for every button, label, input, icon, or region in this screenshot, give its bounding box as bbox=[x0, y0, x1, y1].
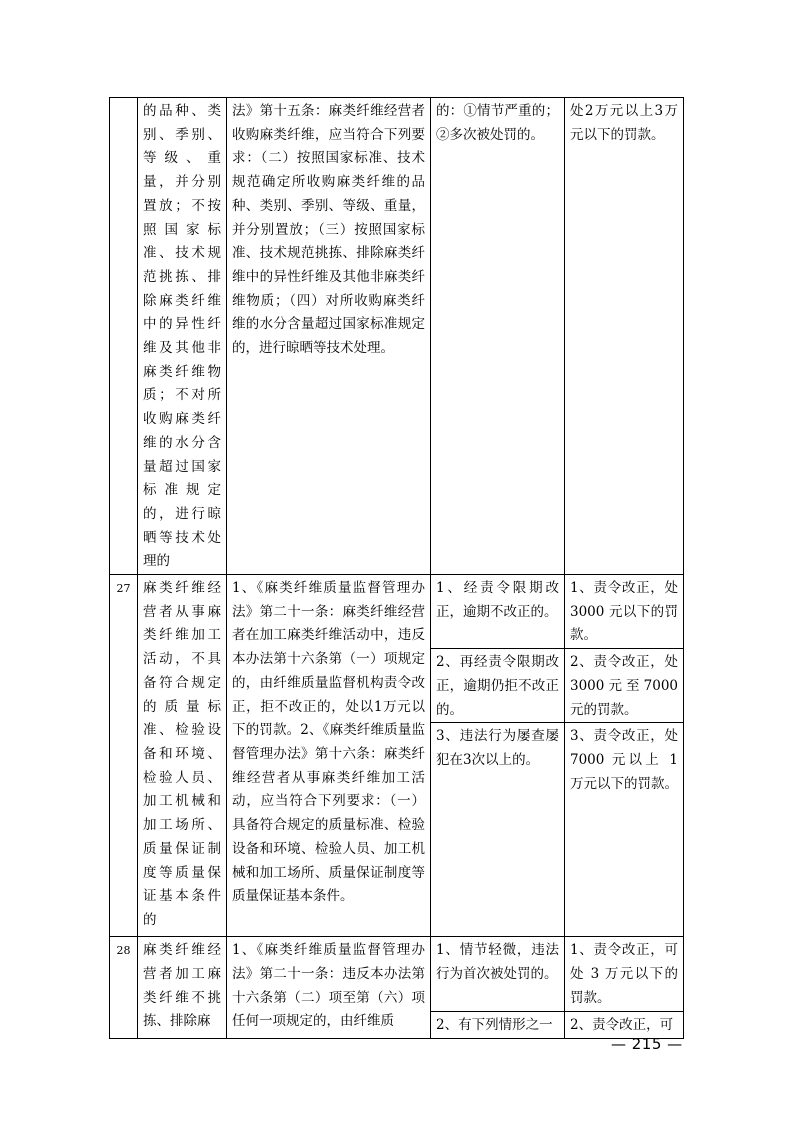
penalty-standard: 2、责令改正，处3000元至7000元的罚款。 bbox=[565, 649, 684, 723]
penalty-standard-table bbox=[109, 97, 684, 1039]
penalty-standard: 1、责令改正，处3000 元以下的罚款。 bbox=[565, 575, 684, 649]
violation-description: 的品种、类别、季别、等级、重量，并分别置放；不按照国家标准、技术规范挑拣、排除麻类纤维中的异性纤维及其他非麻类纤维物质；不对所收购麻类纤维的水分含量超过国家标准规定的，进行晾晒等技术处理的 bbox=[138, 98, 227, 575]
penalty-standard: 1、责令改正，可处 3 万元以下的罚款。 bbox=[565, 937, 684, 1012]
legal-basis: 1、《麻类纤维质量监督管理办法》第二十一条：违反本办法第十六条第（二）项至第（六）项任何一项规定的，由纤维质 bbox=[227, 937, 431, 1039]
penalty-standard: 处2万元以上3万元以下的罚款。 bbox=[565, 98, 684, 575]
circumstance: 的：①情节严重的；②多次被处罚的。 bbox=[431, 98, 565, 575]
table-row bbox=[110, 98, 684, 575]
penalty-standard: 3、责令改正，处7000 元以上 1 万元以下的罚款。 bbox=[565, 723, 684, 937]
circumstance: 1、情节轻微，违法行为首次被处罚的。 bbox=[431, 937, 565, 1012]
item-number bbox=[110, 98, 138, 575]
item-number: 28 bbox=[110, 937, 138, 1039]
circumstance: 2、有下列情形之一 bbox=[431, 1012, 565, 1039]
table-row bbox=[110, 575, 684, 649]
circumstance: 2、再经责令限期改正，逾期仍拒不改正的。 bbox=[431, 649, 565, 723]
violation-description: 麻类纤维经营者加工麻类纤维不挑拣、排除麻 bbox=[138, 937, 227, 1039]
table-row bbox=[110, 937, 684, 1012]
penalty-standard: 2、责令改正，可 bbox=[565, 1012, 684, 1039]
item-number: 27 bbox=[110, 575, 138, 937]
violation-description: 麻类纤维经营者从事麻类纤维加工活动，不具备符合规定的质量标准、检验设备和环境、检验人员、加工机械和加工场所、质量保证制度等质量保证基本条件的 bbox=[138, 575, 227, 937]
legal-basis: 1、《麻类纤维质量监督管理办法》第二十一条：麻类纤维经营者在加工麻类纤维活动中，违反本办法第十六条第（一）项规定的，由纤维质量监督机构责令改正，拒不改正的，处以1万元以下的罚款。2、《麻类纤维质量监督管理办法》第十六条：麻类纤维经营者从事麻类纤维加工活动，应当符合下列要求：（一）具备符合规定的质量标准、检验设备和环境、检验人员、加工机械和加工场所、质量保证制度等质量保证基本条件。 bbox=[227, 575, 431, 937]
circumstance: 3、违法行为屡查屡犯在3次以上的。 bbox=[431, 723, 565, 937]
page-number: — 215 — bbox=[611, 1035, 683, 1053]
legal-basis: 法》第十五条：麻类纤维经营者收购麻类纤维，应当符合下列要求：（二）按照国家标准、技术规范确定所收购麻类纤维的品种、类别、季别、等级、重量，并分别置放；（三）按照国家标准、技术规范挑拣、排除麻类纤维中的异性纤维及其他非麻类纤维物质；（四）对所收购麻类纤维的水分含量超过国家标准规定的，进行晾晒等技术处理。 bbox=[227, 98, 431, 575]
circumstance: 1、经责令限期改正，逾期不改正的。 bbox=[431, 575, 565, 649]
